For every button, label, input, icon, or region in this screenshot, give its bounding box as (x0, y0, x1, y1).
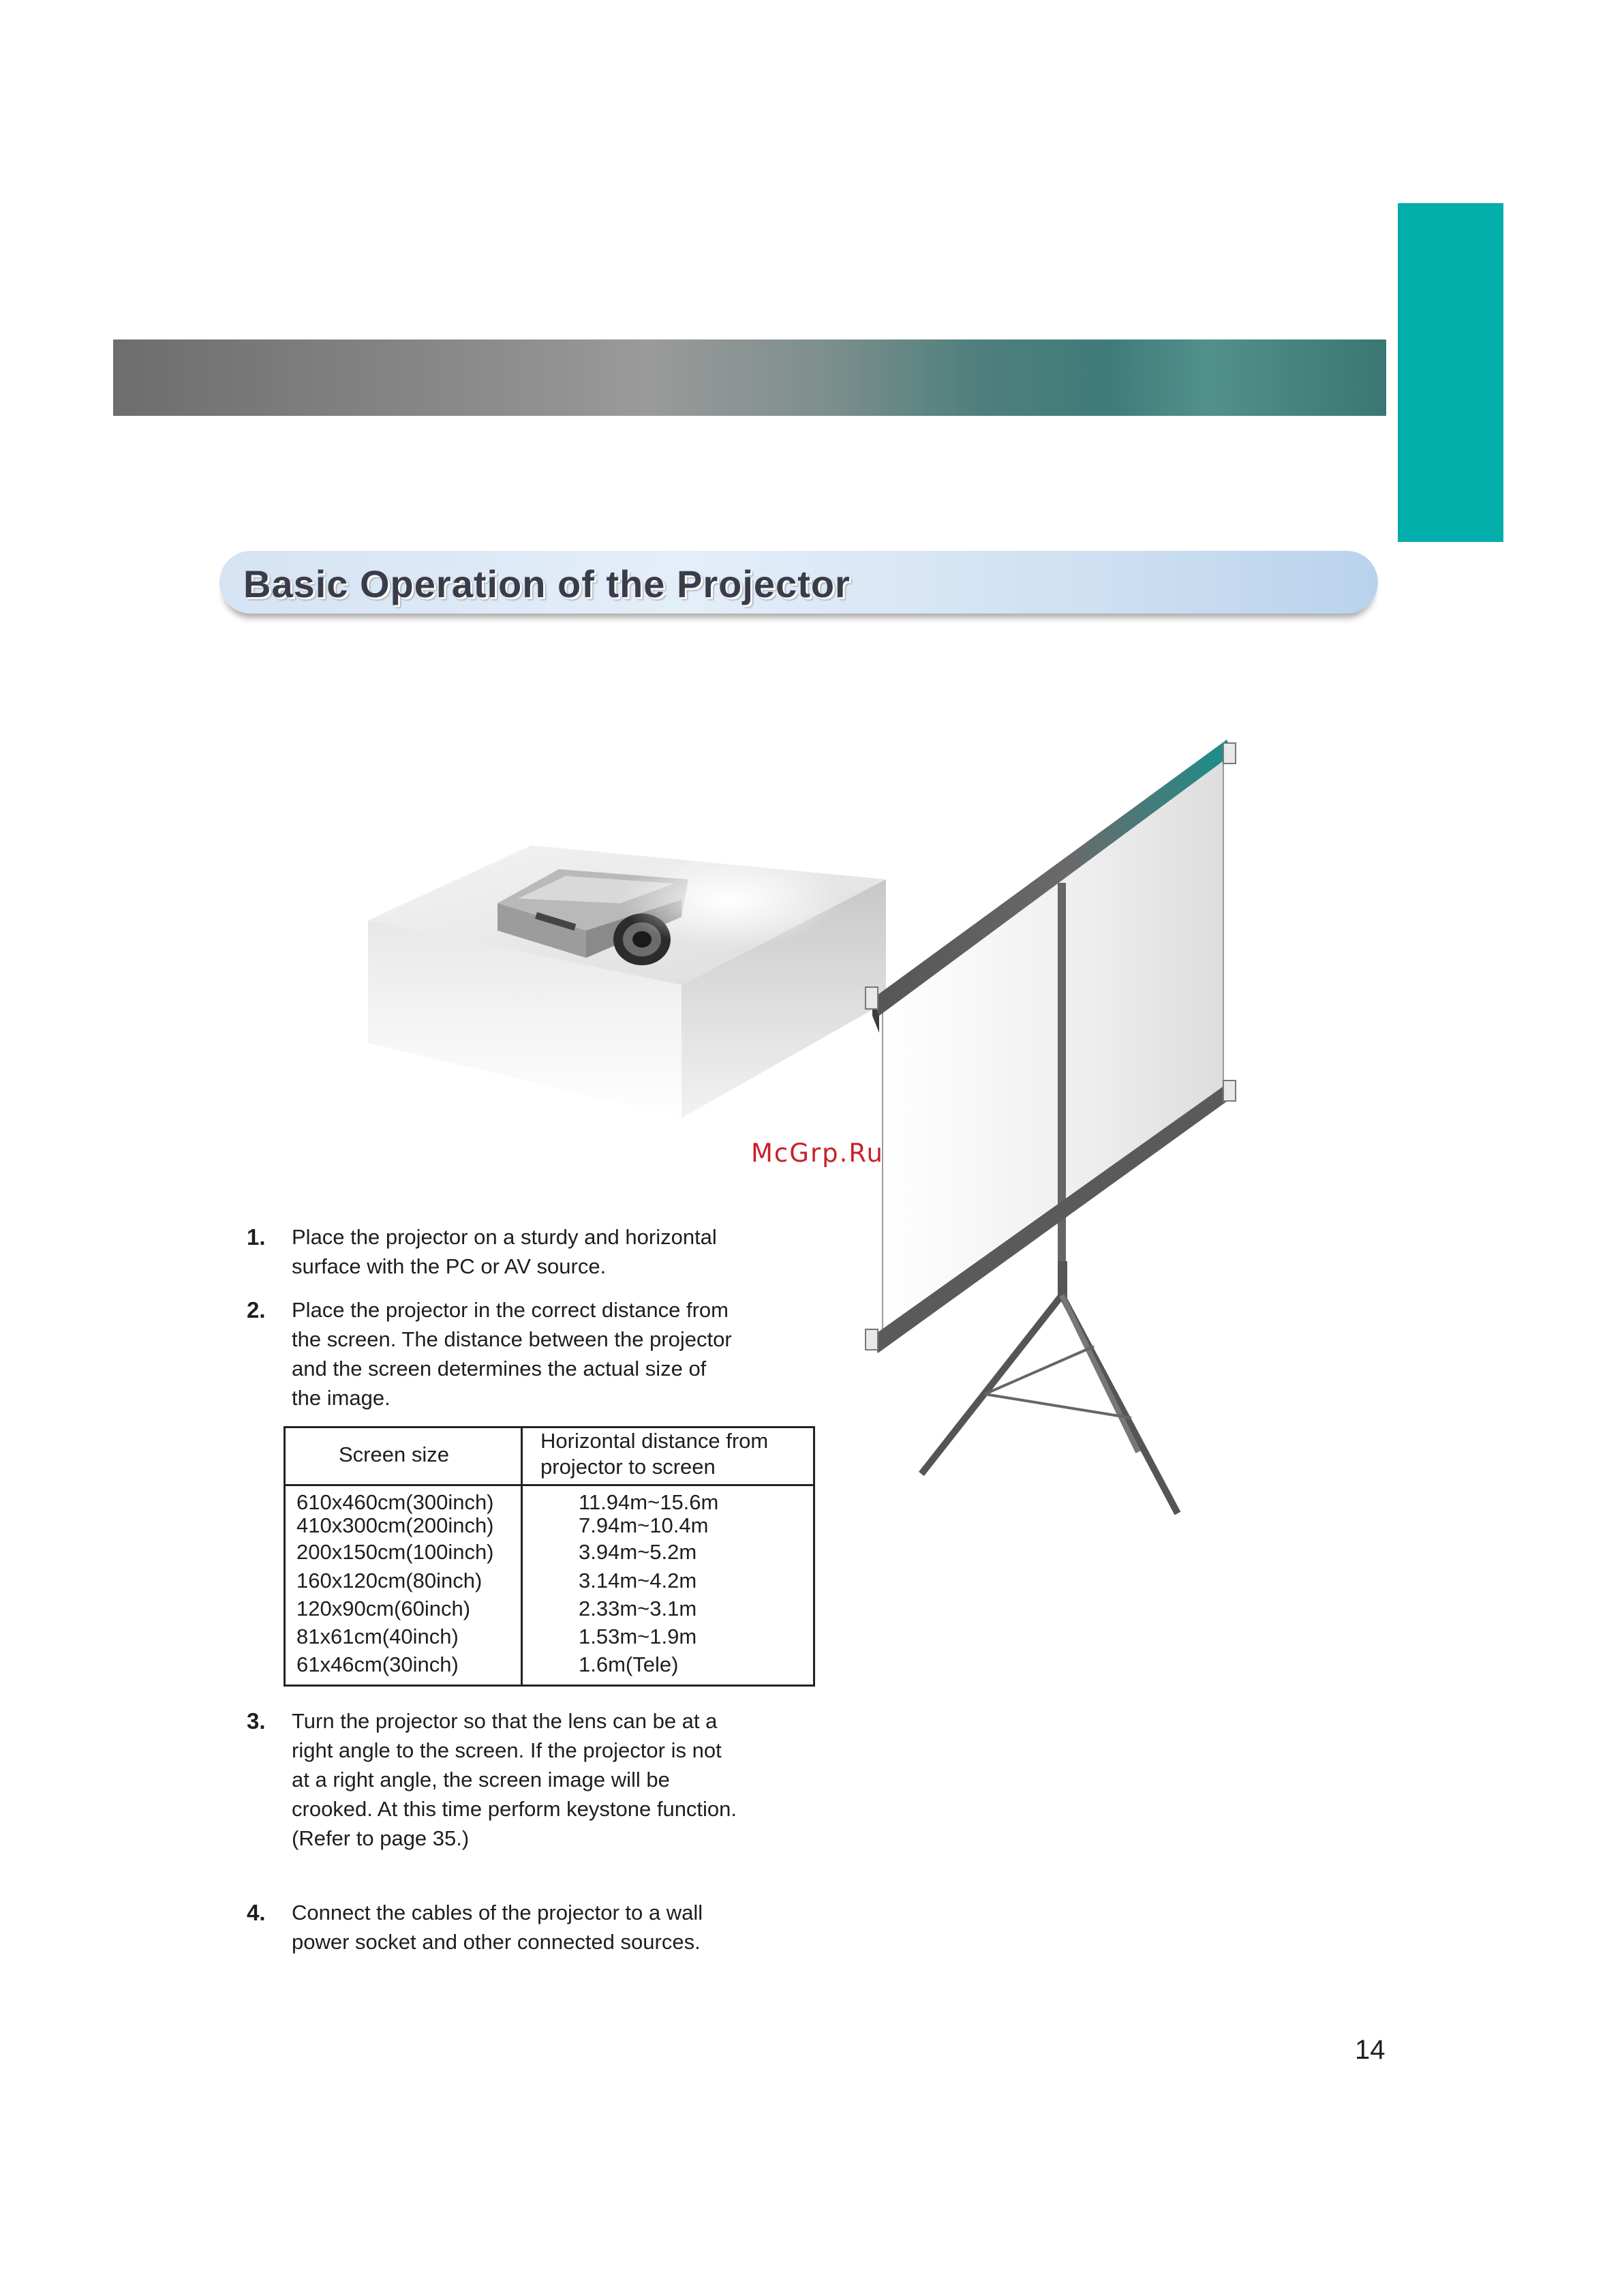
step-text-line: (Refer to page 35.) (292, 1826, 470, 1850)
watermark: McGrp.Ru (751, 1138, 884, 1168)
step-text-line: Turn the projector so that the lens can be at a (292, 1709, 718, 1733)
step-text-line: Place the projector on a sturdy and horizontal (292, 1225, 717, 1249)
step-text-line: power socket and other connected sources. (292, 1930, 701, 1954)
table-cell: 410x300cm(200inch) (296, 1513, 494, 1537)
step-text-line: right angle to the screen. If the projector is not (292, 1738, 722, 1762)
table-cell: 3.14m~4.2m (579, 1569, 697, 1592)
step-number: 4. (247, 1900, 266, 1925)
table-cell: 1.53m~1.9m (579, 1625, 697, 1648)
step-text-line: the image. (292, 1386, 391, 1410)
table-cell: 120x90cm(60inch) (296, 1597, 471, 1620)
step-number: 1. (247, 1224, 266, 1250)
step-text-line: and the screen determines the actual size of (292, 1357, 707, 1380)
step-number: 3. (247, 1708, 266, 1734)
table-cell: 3.94m~5.2m (579, 1540, 697, 1564)
table-column-screen-size (296, 1491, 494, 1678)
projection-screen-illustration (845, 729, 1261, 1534)
projector-illustration (361, 839, 900, 1132)
step-number: 2. (247, 1297, 266, 1323)
step-text-line: Connect the cables of the projector to a wall (292, 1901, 703, 1924)
table-cell: 1.6m(Tele) (579, 1652, 679, 1676)
table-header-distance: Horizontal distance from projector to screen (540, 1429, 769, 1479)
step-text-line: Place the projector in the correct distance from (292, 1298, 729, 1322)
table-cell: 160x120cm(80inch) (296, 1569, 483, 1592)
step-text-line: crooked. At this time perform keystone function. (292, 1797, 737, 1821)
table-cell: 200x150cm(100inch) (296, 1540, 494, 1564)
page-number: 14 (1355, 2035, 1386, 2065)
table-cell: 2.33m~3.1m (579, 1597, 697, 1620)
step-text-line: at a right angle, the screen image will be (292, 1768, 670, 1792)
distance-table (284, 1426, 815, 1687)
step-text-line: surface with the PC or AV source. (292, 1254, 607, 1278)
step-text-line: the screen. The distance between the projector (292, 1327, 732, 1351)
table-cell: 61x46cm(30inch) (296, 1652, 459, 1676)
table-cell: 11.94m~15.6m (579, 1490, 719, 1514)
table-cell: 610x460cm(300inch) (296, 1490, 494, 1514)
table-header-screen-size: Screen size (339, 1442, 449, 1466)
table-cell: 7.94m~10.4m (579, 1513, 709, 1537)
section-title: Basic Operation of the Projector (243, 562, 851, 605)
chapter-tab (1398, 203, 1503, 542)
table-cell: 81x61cm(40inch) (296, 1625, 459, 1648)
table-column-distance (558, 1491, 718, 1678)
header-bar (113, 339, 1386, 416)
